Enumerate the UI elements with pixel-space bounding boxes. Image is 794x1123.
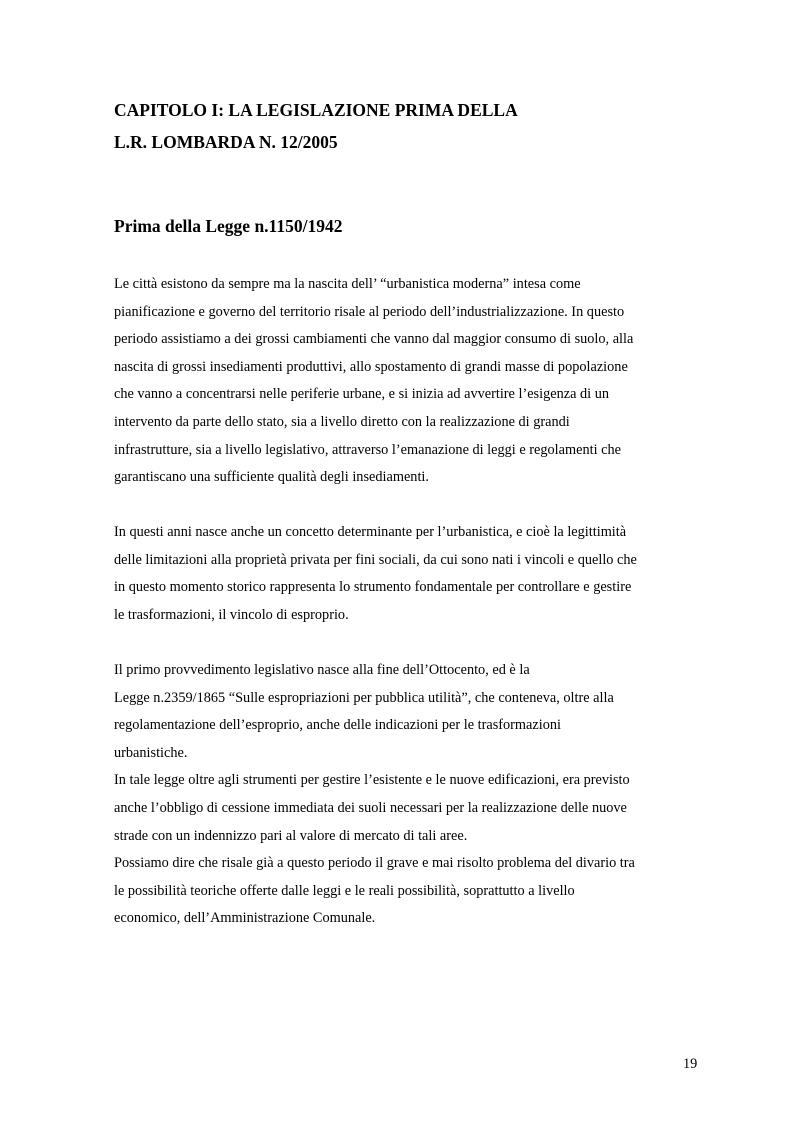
text-line: in questo momento storico rappresenta lo strumento fondamentale per controllare e gestire bbox=[114, 579, 632, 596]
text-line: Legge n.2359/1865 “Sulle espropriazioni per pubblica utilità”, che conteneva, oltre alla bbox=[114, 689, 614, 706]
text-line: In questi anni nasce anche un concetto determinante per l’urbanistica, e cioè la legittimità bbox=[114, 524, 627, 540]
paragraph bbox=[114, 271, 714, 492]
text-line: In tale legge oltre agli strumenti per gestire l’esistente e le nuove edificazioni, era previsto bbox=[114, 772, 630, 789]
section-title: Prima della Legge n.1150/1942 bbox=[114, 216, 343, 236]
text-line: strade con un indennizzo pari al valore di mercato di tali aree. bbox=[114, 827, 468, 844]
text-line: periodo assistiamo a dei grossi cambiamenti che vanno dal maggior consumo di suolo, alla bbox=[114, 331, 634, 348]
text-line: delle limitazioni alla proprietà privata per fini sociali, da cui sono nati i vincoli e quello che bbox=[114, 551, 637, 568]
text-line: garantiscano una sufficiente qualità degli insediamenti. bbox=[114, 469, 429, 486]
text-line: Il primo provvedimento legislativo nasce alla fine dell’Ottocento, ed è la bbox=[114, 662, 530, 678]
text-line: anche l’obbligo di cessione immediata dei suoli necessari per la realizzazione delle nuove bbox=[114, 799, 627, 816]
text-line: urbanistiche. bbox=[114, 744, 188, 761]
text-line: le trasformazioni, il vincolo di esproprio. bbox=[114, 606, 349, 623]
chapter-title-line: L.R. LOMBARDA N. 12/2005 bbox=[114, 132, 338, 152]
text-line: intervento da parte dello stato, sia a livello diretto con la realizzazione di grandi bbox=[114, 413, 570, 430]
text-line: infrastrutture, sia a livello legislativo, attraverso l’emanazione di leggi e regolamenti che bbox=[114, 441, 621, 458]
text-line: pianificazione e governo del territorio risale al periodo dell’industrializzazione. In questo bbox=[114, 303, 625, 320]
text-line: economico, dell’Amministrazione Comunale. bbox=[114, 910, 376, 927]
text-line: Le città esistono da sempre ma la nascita dell’ “urbanistica moderna” intesa come bbox=[114, 276, 581, 292]
text-line: che vanno a concentrarsi nelle periferie urbane, e si inizia ad avvertire l’esigenza di un bbox=[114, 386, 609, 403]
text-line: Possiamo dire che risale già a questo periodo il grave e mai risolto problema del divario tra bbox=[114, 855, 635, 872]
chapter-title bbox=[114, 94, 518, 158]
page-number: 19 bbox=[683, 1056, 698, 1072]
text-line: regolamentazione dell’esproprio, anche delle indicazioni per le trasformazioni bbox=[114, 717, 561, 734]
text-line: nascita di grossi insediamenti produttivi, allo spostamento di grandi masse di popolazione bbox=[114, 358, 628, 375]
chapter-title-line: CAPITOLO I: LA LEGISLAZIONE PRIMA DELLA bbox=[114, 100, 518, 120]
text-line: le possibilità teoriche offerte dalle leggi e le reali possibilità, soprattutto a livello bbox=[114, 882, 575, 899]
paragraph bbox=[114, 657, 714, 933]
paragraph bbox=[114, 519, 714, 629]
